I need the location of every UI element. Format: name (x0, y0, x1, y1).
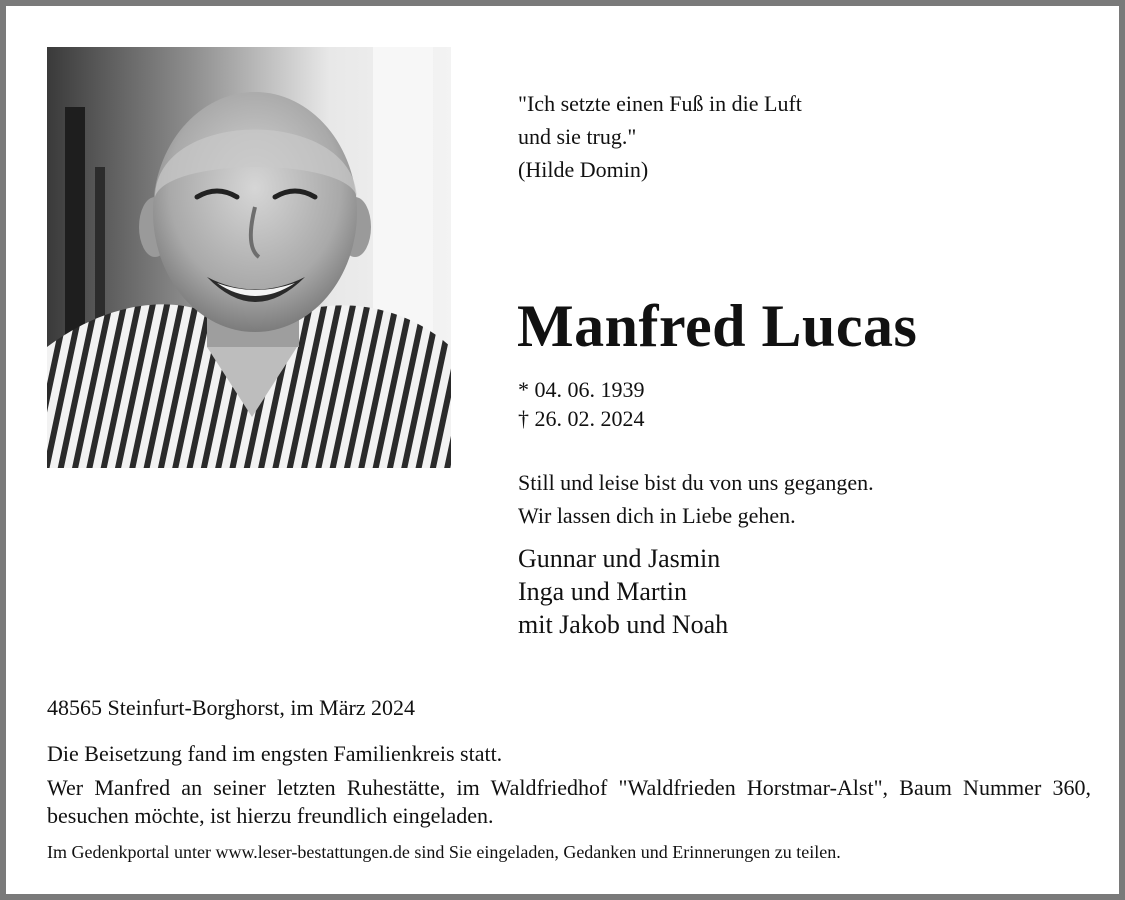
deceased-name: Manfred Lucas (517, 293, 918, 359)
quote-author: (Hilde Domin) (518, 157, 649, 182)
farewell-line-2: Wir lassen dich in Liebe gehen. (518, 503, 796, 528)
memorial-portal-note: Im Gedenkportal unter www.leser-bestattungen.de sind Sie eingeladen, Gedanken und Erinnerungen zu teilen. (47, 842, 841, 862)
life-dates (518, 375, 645, 433)
death-date: † 26. 02. 2024 (518, 406, 645, 431)
mourner-entry: mit Jakob und Noah (518, 610, 729, 639)
farewell-line-1: Still und leise bist du von uns gegangen. (518, 470, 874, 495)
mourner-entry: Gunnar und Jasmin (518, 544, 721, 573)
portrait-photo (47, 47, 451, 468)
place-and-date: 48565 Steinfurt-Borghorst, im März 2024 (47, 695, 416, 720)
farewell-text (518, 466, 874, 532)
grave-visit-note: Wer Manfred an seiner letzten Ruhestätte, im Waldfriedhof "Waldfrieden Horstmar-Alst", Baum Nummer 360, besuchen möchte, ist hierzu freundlich eingeladen. (47, 775, 1091, 828)
quote-line-2: und sie trug." (518, 124, 637, 149)
quote-line-1: "Ich setzte einen Fuß in die Luft (518, 91, 802, 116)
burial-note: Die Beisetzung fand im engsten Familienkreis statt. (47, 741, 503, 766)
mourners-list (518, 542, 728, 641)
mourner-entry: Inga und Martin (518, 577, 687, 606)
epigraph-quote (518, 87, 1038, 186)
birth-date: * 04. 06. 1939 (518, 377, 645, 402)
